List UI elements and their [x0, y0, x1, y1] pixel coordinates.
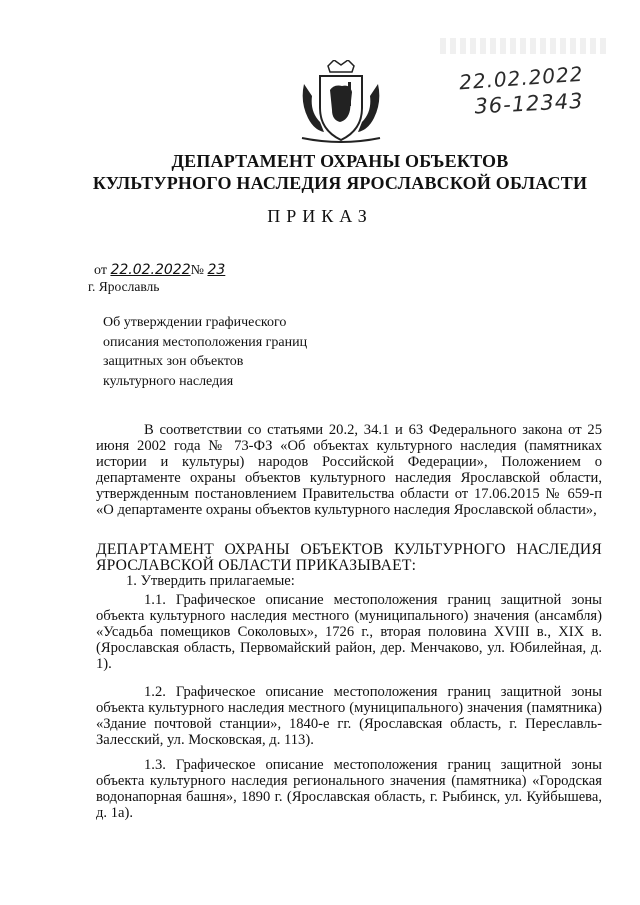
registration-date: 22.02.2022 [458, 61, 585, 95]
scan-smudge [440, 38, 610, 54]
city: г. Ярославль [88, 279, 160, 294]
item-1-2-text: 1.2. Графическое описание местоположения границ защитной зоны объекта культурного наследия местного (муниципального) значения (памятника) «Здание почтовой станции», 1840-е гг. (Ярославская область, г. Переславль-Залесский, ул. Московская, д. 113). [96, 684, 602, 748]
item-1 [96, 573, 602, 589]
item-1-text: 1. Утвердить прилагаемые: [126, 573, 295, 589]
number-prefix: № [190, 263, 204, 278]
item-1-3-text: 1.3. Графическое описание местоположения границ защитной зоны объекта культурного наследия регионального значения (памятника) «Городская водонапорная башня», 1890 г. (Ярославская область, г. Рыбинск, ул. Куйбышева, д. 1а). [96, 757, 602, 821]
order-date: 22.02.2022 [110, 262, 191, 278]
subject-line: культурного наследия [103, 373, 234, 389]
preamble-paragraph [96, 422, 602, 518]
preamble-text: В соответствии со статьями 20.2, 34.1 и 63 Федерального закона от 25 июня 2002 года № 73-ФЗ «Об объектах культурного наследия (памятниках истории и культуры) народов Российской Федерации», Положением о департаменте охраны объектов культурного наследия Ярославской области, утвержденным постановлением Правительства области от 17.06.2015 № 659-п «О департаменте охраны объектов культурного наследия Ярославской области», [96, 422, 602, 518]
registration-number: 36-12343 [474, 88, 585, 119]
department-title [60, 150, 620, 194]
department-title-line1: ДЕПАРТАМЕНТ ОХРАНЫ ОБЪЕКТОВ [171, 151, 509, 171]
subject-line: Об утверждении графического [103, 315, 287, 330]
order-date-line [94, 262, 225, 279]
registration-stamp [458, 61, 585, 119]
item-1-1-text: 1.1. Графическое описание местоположения границ защитной зоны объекта культурного наследия местного (муниципального) значения (ансамбля) «Усадьба помещиков Соколовых», 1726 г., вторая половина XVIII в., XIX в. (Ярославская область, Первомайский район, дер. Менчаково, ул. Юбилейная, д. 1). [96, 592, 602, 672]
item-1-1 [96, 592, 602, 672]
date-prefix: от [94, 263, 107, 278]
item-1-3 [96, 757, 602, 821]
document-type: ПРИКАЗ [267, 206, 373, 226]
item-1-2 [96, 684, 602, 748]
order-number: 23 [207, 262, 226, 278]
coat-of-arms-emblem [298, 60, 384, 144]
order-directive-text: ДЕПАРТАМЕНТ ОХРАНЫ ОБЪЕКТОВ КУЛЬТУРНОГО НАСЛЕДИЯ ЯРОСЛАВСКОЙ ОБЛАСТИ ПРИКАЗЫВАЕТ: [96, 541, 602, 574]
order-subject [103, 313, 363, 391]
order-directive [96, 542, 602, 574]
subject-line: описания местоположения границ [103, 334, 308, 350]
department-title-line2: КУЛЬТУРНОГО НАСЛЕДИЯ ЯРОСЛАВСКОЙ ОБЛАСТИ [92, 173, 588, 193]
subject-line: защитных зон объектов [103, 354, 244, 369]
